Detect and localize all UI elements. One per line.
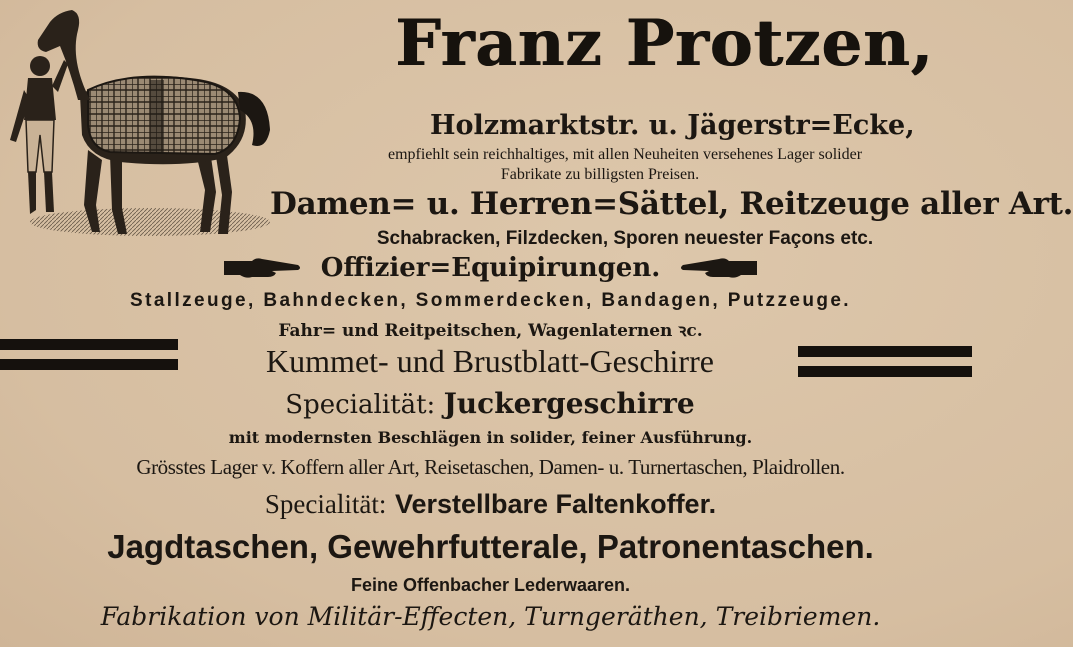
speciality-2 <box>0 489 981 520</box>
feine-line: Feine Offenbacher Lederwaaren. <box>350 575 631 595</box>
speciality-2-label: Specialität: <box>264 489 387 519</box>
speciality-2-value: Verstellbare Faltenkoffer. <box>394 489 717 519</box>
saddles-heading: Damen= u. Herren=Sättel, Reitzeuge aller Art. <box>270 186 1073 222</box>
decorative-bars-left <box>0 339 178 379</box>
decorative-bars-right <box>798 346 972 386</box>
speciality-1 <box>190 387 790 420</box>
jagd-heading: Jagdtaschen, Gewehrfutterale, Patronentaschen. <box>107 528 874 565</box>
koffer-line: Grösstes Lager v. Koffern aller Art, Reisetaschen, Damen- u. Turnertaschen, Plaidrollen. <box>136 455 845 479</box>
officer-row <box>0 253 981 287</box>
address: Holzmarktstr. u. Jägerstr=Ecke, <box>430 110 915 141</box>
officer-equipment: Offizier=Equipirungen. <box>320 253 661 283</box>
pointing-hand-right-icon <box>222 255 302 281</box>
modern-fittings-line: mit modernsten Beschlägen in solider, feiner Ausführung. <box>228 428 753 447</box>
fabrikation-line: Fabrikation von Militär-Effecten, Turngeräthen, Treibriemen. <box>100 602 881 631</box>
intro-line-1: empfiehlt sein reichhaltiges, mit allen Neuheiten versehenes Lager solider <box>387 146 863 163</box>
kummet-heading: Kummet- und Brustblatt-Geschirre <box>266 343 714 379</box>
company-name: Franz Protzen, <box>395 6 934 81</box>
speciality-1-value: Juckergeschirre <box>443 387 695 420</box>
fahr-line: Fahr= und Reitpeitschen, Wagenlaternen ꝛc. <box>278 321 703 341</box>
pointing-hand-left-icon <box>679 255 759 281</box>
horse-with-groom-icon <box>0 0 280 245</box>
schabracken-line: Schabracken, Filzdecken, Sporen neuester Façons etc. <box>376 228 874 249</box>
intro-line-2: Fabrikate zu billigsten Preisen. <box>500 166 700 183</box>
speciality-1-label: Specialität: <box>285 390 436 420</box>
stallzeuge-line: Stallzeuge, Bahndecken, Sommerdecken, Bandagen, Putzzeuge. <box>130 290 851 311</box>
